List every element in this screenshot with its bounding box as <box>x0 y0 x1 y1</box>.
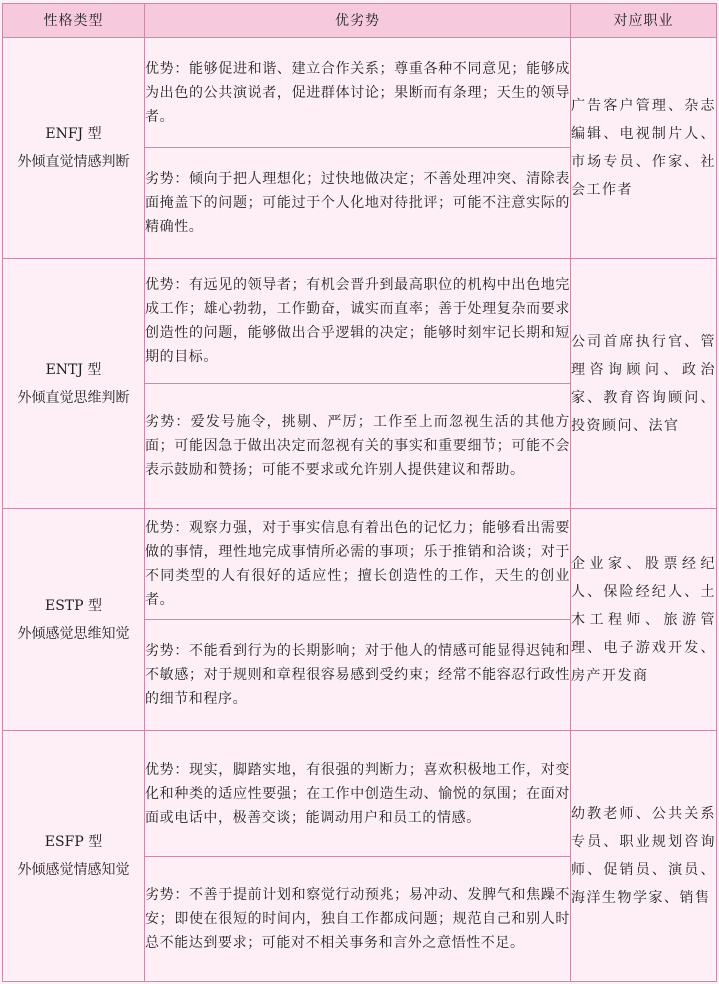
strength-cell: 优势：有远见的领导者；有机会晋升到最高职位的机构中出色地完成工作；雄心勃勃，工作勤奋，诚实而直率；善于处理复杂而要求创造性的问题，能够做出合乎逻辑的决定；能够时刻牢记长期和短期的目标。 <box>145 259 571 384</box>
weakness-cell: 劣势：不能看到行为的长期影响；对于他人的情感可能显得迟钝和不敏感；对于规则和章程很容易感到受约束；经常不能容忍行政性的细节和程序。 <box>145 620 571 731</box>
weakness-cell: 劣势：倾向于把人理想化；过快地做决定；不善处理冲突、清除表面掩盖下的问题；可能过于个人化地对待批评；可能不注意实际的精确性。 <box>145 148 571 259</box>
jobs-cell: 幼教老师、公共关系专员、职业规划咨询师、促销员、演员、海洋生物学家、销售 <box>571 731 717 982</box>
type-name: 外倾感觉思维知觉 <box>17 625 130 642</box>
type-code: ENTJ 型 <box>45 361 102 378</box>
personality-career-table <box>2 3 717 982</box>
type-code: ESTP 型 <box>44 597 103 614</box>
jobs-cell: 公司首席执行官、管理咨询顾问、政治家、教育咨询顾问、投资顾问、法官 <box>571 259 717 509</box>
weakness-cell: 劣势：爱发号施令，挑剔、严厉；工作至上而忽视生活的其他方面；可能因急于做出决定而忽视有关的事实和重要细节；可能不会表示鼓励和赞扬；可能不要求或允许别人提供建议和帮助。 <box>145 384 571 509</box>
weakness-cell: 劣势：不善于提前计划和察觉行动预兆；易冲动、发脾气和焦躁不安；即使在很短的时间内，独自工作都成问题；规范自己和别人时总不能达到要求；可能对不相关事务和言外之意悟性不足。 <box>145 857 571 982</box>
type-cell-entj <box>3 259 145 509</box>
type-cell-esfp <box>3 731 145 982</box>
type-code: ENFJ 型 <box>45 126 102 142</box>
jobs-cell: 企业家、股票经纪人、保险经纪人、土木工程师、旅游管理、电子游戏开发、房产开发商 <box>571 509 717 731</box>
header-pros-cons: 优劣势 <box>145 4 571 38</box>
strength-cell: 优势：能够促进和谐、建立合作关系；尊重各种不同意见；能够成为出色的公共演说者，促进群体讨论；果断而有条理；天生的领导者。 <box>145 38 571 148</box>
table-row-entj <box>3 259 717 384</box>
header-row <box>3 4 717 38</box>
type-name: 外倾感觉情感知觉 <box>17 862 130 878</box>
type-cell-enfj <box>3 38 145 259</box>
type-cell-estp <box>3 509 145 731</box>
type-name: 外倾直觉情感判断 <box>17 154 130 170</box>
strength-cell: 优势：观察力强，对于事实信息有着出色的记忆力；能够看出需要做的事情，理性地完成事情所必需的事项；乐于推销和洽谈；对于不同类型的人有很好的适应性；擅长创造性的工作，天生的创业者。 <box>145 509 571 620</box>
strength-cell: 优势：现实，脚踏实地，有很强的判断力；喜欢积极地工作，对变化和种类的适应性要强；在工作中创造生动、愉悦的氛围；在面对面或电话中，极善交谈；能调动用户和员工的情感。 <box>145 731 571 857</box>
table-row-esfp <box>3 731 717 857</box>
table-row-enfj <box>3 38 717 148</box>
header-personality-type: 性格类型 <box>3 4 145 38</box>
type-name: 外倾直觉思维判断 <box>17 389 130 406</box>
header-matching-jobs: 对应职业 <box>571 4 717 38</box>
jobs-cell: 广告客户管理、杂志编辑、电视制片人、市场专员、作家、社会工作者 <box>571 38 717 259</box>
type-code: ESFP 型 <box>44 834 103 850</box>
table-row-estp <box>3 509 717 620</box>
